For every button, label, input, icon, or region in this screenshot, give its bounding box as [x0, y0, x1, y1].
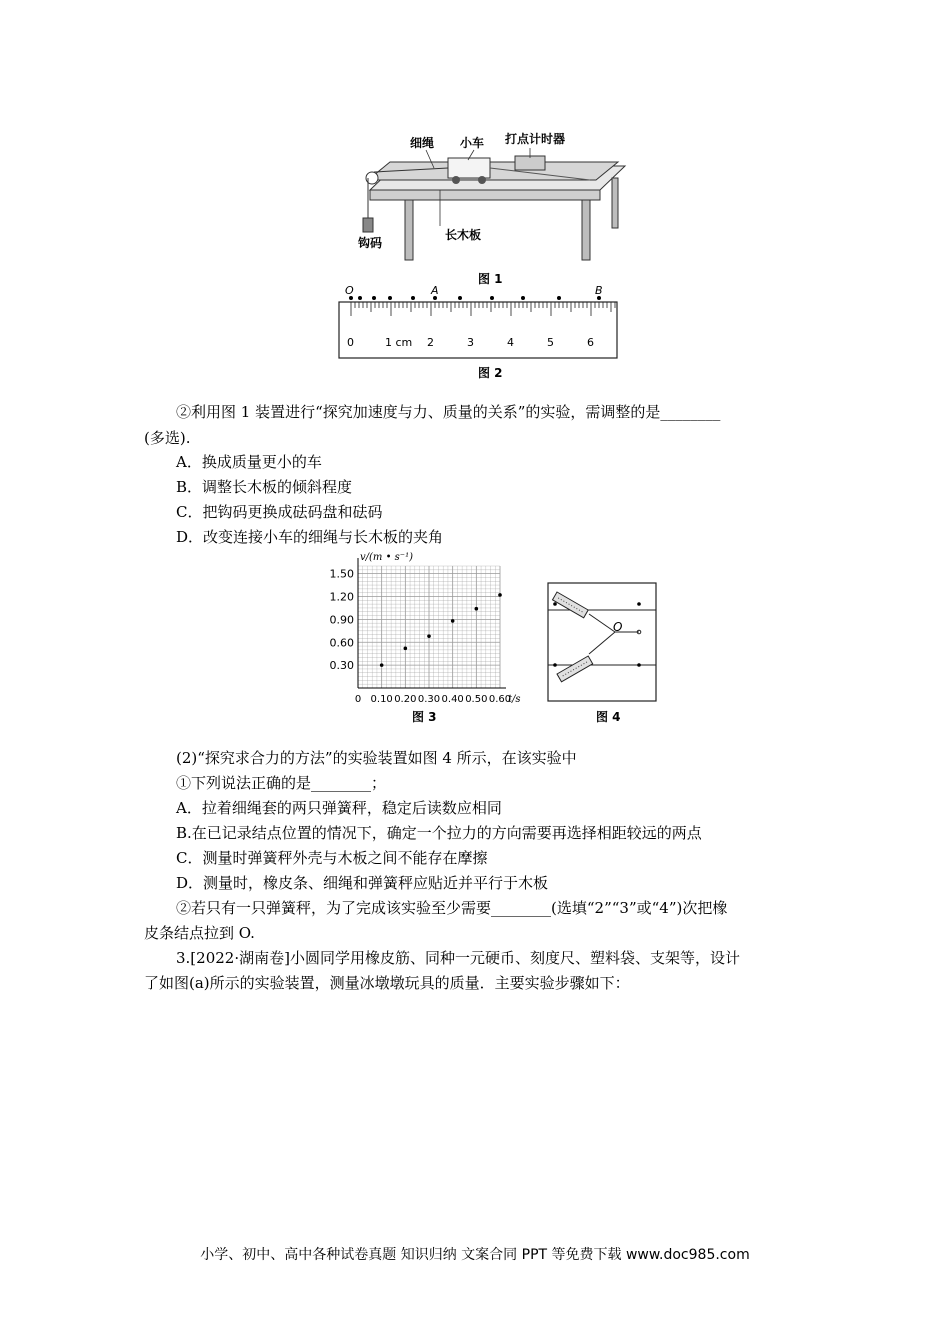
q3-line2: 了如图(a)所示的实验装置，测量冰墩墩玩具的质量．主要实验步骤如下： [144, 974, 630, 992]
q1-2-option-d: D．改变连接小车的细绳与长木板的夹角 [176, 528, 444, 546]
q2-option-d: D．测量时，橡皮条、细绳和弹簧秤应贴近并平行于木板 [176, 874, 549, 892]
label-board: 长木板 [445, 228, 482, 242]
q1-2-stem-cont: (多选). [144, 429, 191, 447]
y-tick-label: 1.50 [329, 567, 354, 581]
x-axis-label: t/s [508, 694, 521, 705]
apparatus-drawing [350, 128, 630, 268]
tick-1: 1 cm [385, 336, 413, 349]
x-tick-label: 0.50 [465, 694, 488, 705]
tick-3: 3 [467, 336, 474, 349]
ruler-drawing [335, 284, 625, 364]
q3-line1: 3.[2022·湖南卷]小圆同学用橡皮筋、同种一元硬币、刻度尺、塑料袋、支架等，设计 [176, 949, 740, 967]
figure-1 [350, 128, 630, 268]
q1-2-option-a: A．换成质量更小的车 [176, 453, 322, 471]
label-weight: 钩码 [358, 236, 383, 250]
x-tick-label: 0.60 [488, 694, 512, 705]
q1-2-stem: ②利用图 1 装置进行“探究加速度与力、质量的关系”的实验，需调整的是________ [176, 403, 721, 421]
q2-sub2-cont: 皮条结点拉到 O. [144, 924, 255, 942]
y-tick-label: 0.30 [329, 659, 354, 673]
q2-sub2: ②若只有一只弹簧秤，为了完成该实验至少需要________(选填“2”“3”或“4”)次把橡 [176, 899, 728, 917]
tick-0: 0 [347, 336, 354, 349]
y-axis-label: v/(m • s⁻¹) [360, 552, 413, 563]
data-point [427, 634, 431, 638]
q2-option-c: C．测量时弹簧秤外壳与木板之间不能存在摩擦 [176, 849, 488, 867]
data-point [475, 607, 479, 611]
x-tick-label: 0 [354, 694, 362, 705]
tape-dots [349, 296, 601, 300]
figure-1-caption: 图 1 [478, 272, 503, 286]
figure-2-caption: 图 2 [478, 366, 503, 380]
point-B: B [595, 284, 603, 297]
vt-chart [318, 550, 533, 710]
point-O-fig4: O [613, 620, 623, 634]
x-tick-label: 0.40 [441, 694, 464, 705]
x-tick-label: 0.20 [394, 694, 417, 705]
figure-4 [545, 580, 660, 705]
x-tick-label: 0.30 [417, 694, 441, 705]
figure-2 [335, 284, 625, 364]
figure-3-caption: 图 3 [412, 710, 437, 724]
figure-4-caption: 图 4 [596, 710, 621, 724]
y-tick-label: 0.60 [329, 636, 354, 650]
q2-option-b: B.在已记录结点位置的情况下，确定一个拉力的方向需要再选择相距较远的两点 [176, 824, 702, 842]
data-point [498, 593, 502, 597]
tick-4: 4 [507, 336, 514, 349]
point-O: O [345, 284, 354, 297]
q2-option-a: A．拉着细绳套的两只弹簧秤，稳定后读数应相同 [176, 799, 502, 817]
label-timer: 打点计时器 [505, 132, 566, 146]
data-point [380, 663, 384, 667]
label-cart: 小车 [460, 136, 485, 150]
q2-stem: (2)“探究求合力的方法”的实验装置如图 4 所示，在该实验中 [176, 749, 577, 767]
force-table-drawing [545, 580, 660, 705]
tick-2: 2 [427, 336, 434, 349]
figure-3-chart [318, 550, 533, 725]
y-tick-label: 0.90 [329, 613, 354, 627]
page-footer: 小学、初中、高中各种试卷真题 知识归纳 文案合同 PPT 等免费下载 www.doc985.com [200, 1247, 750, 1263]
q1-2-option-c: C．把钩码更换成砝码盘和砝码 [176, 503, 383, 521]
tick-6: 6 [587, 336, 594, 349]
y-tick-label: 1.20 [329, 590, 354, 604]
x-tick-label: 0.10 [370, 694, 393, 705]
tick-5: 5 [547, 336, 554, 349]
label-rope: 细绳 [410, 136, 435, 150]
data-point [404, 647, 408, 651]
q1-2-option-b: B．调整长木板的倾斜程度 [176, 478, 353, 496]
q2-sub1: ①下列说法正确的是________； [176, 774, 387, 792]
point-A: A [431, 284, 439, 297]
data-point [451, 619, 455, 623]
